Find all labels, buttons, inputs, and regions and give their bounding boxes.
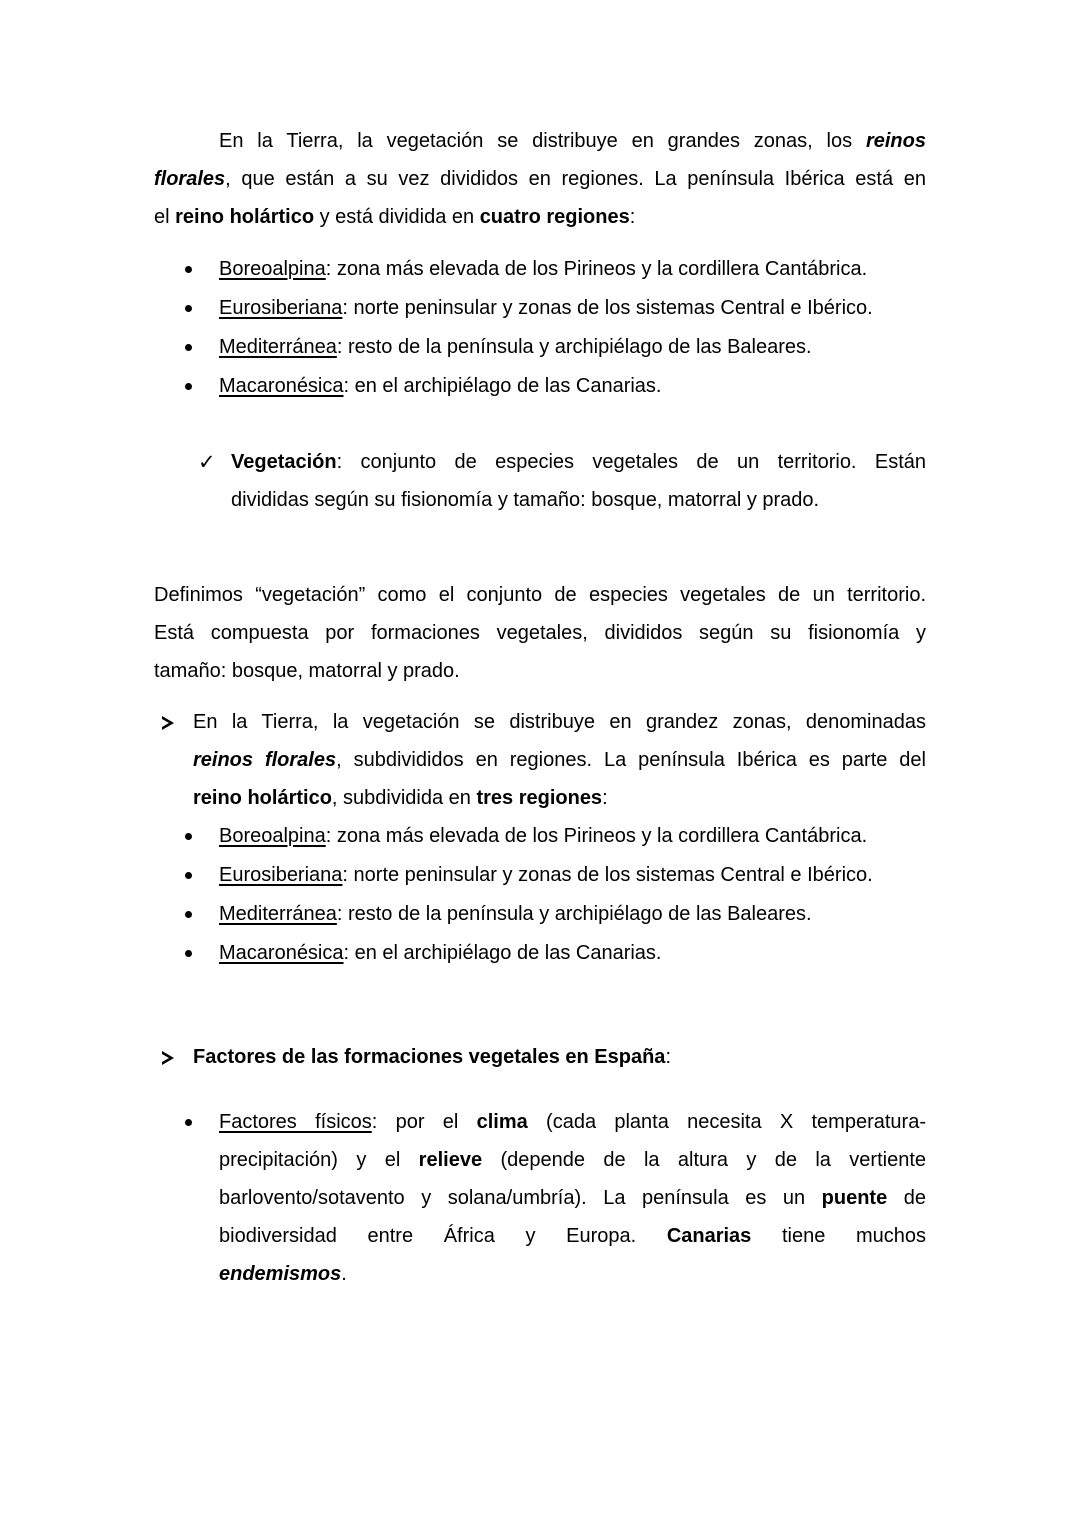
factors-line-5 (219, 1255, 926, 1293)
text-bold: tres regiones (476, 787, 603, 809)
text-bold: Factores de las formaciones vegetales en España (193, 1046, 666, 1068)
text-bold-italic: reinos florales (193, 749, 337, 771)
text: de (887, 1187, 926, 1209)
arrow1-line-3 (193, 779, 926, 817)
bullet-icon (185, 1119, 192, 1126)
text-bold-italic: reinos (865, 130, 926, 152)
text: : (602, 787, 608, 809)
arrow-bullet-icon (162, 1051, 174, 1065)
region-name: Mediterránea (219, 336, 337, 358)
check-line-2: divididas según su fisionomía y tamaño: bosque, matorral y prado. (231, 489, 820, 511)
region-description: : en el archipiélago de las Canarias. (343, 375, 662, 397)
definition-line-1: Definimos “vegetación” como el conjunto de especies vegetales de un territorio. (154, 584, 926, 606)
check-icon: ✓ (198, 450, 216, 474)
region-description: : zona más elevada de los Pirineos y la cordillera Cantábrica. (325, 258, 868, 280)
intro-line-2 (154, 160, 926, 198)
region-description: : resto de la península y archipiélago de las Baleares. (336, 336, 812, 358)
arrow1-line-1: En la Tierra, la vegetación se distribuye en grandez zonas, denominadas (193, 711, 926, 733)
list-item (154, 367, 926, 406)
text: (depende de la altura y de la vertiente (482, 1149, 927, 1171)
region-name: Mediterránea (219, 903, 337, 925)
intro-line-3 (154, 198, 926, 236)
arrow-paragraph-1 (154, 703, 926, 817)
definition-line-3: tamaño: bosque, matorral y prado. (154, 660, 460, 682)
definition-paragraph (154, 576, 926, 690)
text-bold: cuatro regiones (479, 206, 630, 228)
region-name: Boreoalpina (219, 825, 326, 847)
text-bold: puente (821, 1187, 888, 1209)
factors-line-3 (219, 1179, 926, 1217)
text: (cada planta necesita X temperatura- (527, 1111, 926, 1133)
region-name: Macaronésica (219, 375, 344, 397)
factors-heading (193, 1038, 926, 1076)
regions-list-2 (154, 817, 926, 973)
bullet-icon (185, 911, 192, 918)
factors-line-1 (219, 1103, 926, 1141)
text-bold: Canarias (666, 1225, 752, 1247)
factors-line-4 (219, 1217, 926, 1255)
text-bold: clima (476, 1111, 528, 1133)
text: : por el (371, 1111, 477, 1133)
text-bold: relieve (418, 1149, 483, 1171)
check-line-1 (231, 443, 926, 481)
check-paragraph (154, 443, 926, 519)
arrow-bullet-icon (162, 716, 174, 730)
text-bold: reino holártico (193, 787, 332, 809)
text: biodiversidad entre África y Europa. (219, 1225, 667, 1247)
intro-line-1 (154, 122, 926, 160)
text: y está dividida en (314, 206, 480, 228)
region-description: : en el archipiélago de las Canarias. (343, 942, 662, 964)
text: , subdividida en (331, 787, 477, 809)
bullet-icon (185, 950, 192, 957)
text: , subdivididos en regiones. La península Ibérica es parte del (336, 749, 926, 771)
text: . (341, 1263, 347, 1285)
list-item (154, 817, 926, 856)
list-item (154, 895, 926, 934)
factors-paragraph (154, 1103, 926, 1293)
text: tiene muchos (751, 1225, 926, 1247)
text: precipitación) y el (219, 1149, 419, 1171)
regions-list-1 (154, 250, 926, 406)
definition-line-2: Está compuesta por formaciones vegetales, divididos según su fisionomía y (154, 622, 926, 644)
region-name: Eurosiberiana (219, 864, 343, 886)
text-bold: reino holártico (175, 206, 315, 228)
region-name: Eurosiberiana (219, 297, 343, 319)
text-bold-italic: endemismos (219, 1263, 342, 1285)
bullet-icon (185, 344, 192, 351)
text: En la Tierra, la vegetación se distribuye en grandes zonas, los (219, 130, 866, 152)
text: : (665, 1046, 671, 1068)
text-bold: Vegetación (231, 451, 337, 473)
text: el (154, 206, 176, 228)
arrow-paragraph-2 (154, 1038, 926, 1076)
bullet-icon (185, 833, 192, 840)
list-item (154, 250, 926, 289)
region-description: : resto de la península y archipiélago de las Baleares. (336, 903, 812, 925)
list-item (154, 328, 926, 367)
factors-line-2 (219, 1141, 926, 1179)
list-item (154, 856, 926, 895)
region-name: Boreoalpina (219, 258, 326, 280)
region-description: : norte peninsular y zonas de los sistemas Central e Ibérico. (342, 297, 873, 319)
text: : (629, 206, 636, 228)
list-item (154, 934, 926, 973)
text: , que están a su vez divididos en regiones. La península Ibérica está en (225, 168, 926, 190)
bullet-icon (185, 872, 192, 879)
text: barlovento/sotavento y solana/umbría). La península es un (219, 1187, 822, 1209)
intro-paragraph (154, 122, 926, 236)
text: : conjunto de especies vegetales de un territorio. Están (336, 451, 926, 473)
region-description: : zona más elevada de los Pirineos y la cordillera Cantábrica. (325, 825, 868, 847)
list-item (154, 289, 926, 328)
bullet-icon (185, 266, 192, 273)
bullet-icon (185, 305, 192, 312)
text-bold-italic: florales (154, 168, 226, 190)
region-name: Macaronésica (219, 942, 344, 964)
arrow1-line-2 (193, 741, 926, 779)
region-description: : norte peninsular y zonas de los sistemas Central e Ibérico. (342, 864, 873, 886)
bullet-icon (185, 383, 192, 390)
text-underlined: Factores físicos (219, 1111, 372, 1133)
